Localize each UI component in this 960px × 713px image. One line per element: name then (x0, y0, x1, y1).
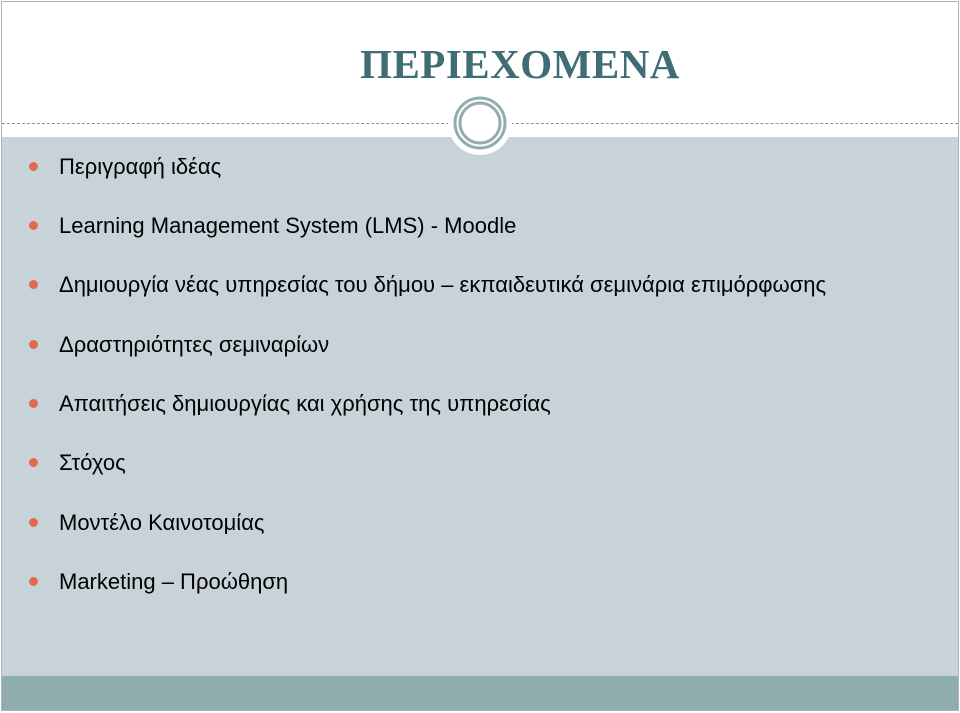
bullet-text: Στόχος (59, 450, 126, 475)
concentric-circle-ornament-icon (448, 91, 512, 155)
content-panel (2, 137, 958, 676)
bullet-text: Περιγραφή ιδέας (59, 154, 222, 179)
footer-band (2, 676, 958, 710)
bullet-text: Marketing – Προώθηση (59, 569, 289, 594)
bullet-dot-icon (29, 399, 38, 408)
bullet-dot-icon (29, 280, 38, 289)
slide-title: ΠΕΡΙΕΧΟΜΕΝΑ (360, 41, 680, 87)
bullet-text: Δραστηριότητες σεμιναρίων (59, 332, 330, 357)
bullet-text: Μοντέλο Καινοτομίας (59, 510, 265, 535)
bullet-dot-icon (29, 458, 38, 467)
bullet-dot-icon (29, 340, 38, 349)
bullet-dot-icon (29, 577, 38, 586)
bullet-dot-icon (29, 221, 38, 230)
bullet-dot-icon (29, 518, 38, 527)
bullet-text: Δημιουργία νέας υπηρεσίας του δήμου – εκπαιδευτικά σεμινάρια επιμόρφωσης (59, 272, 827, 297)
bullet-dot-icon (29, 162, 38, 171)
bullet-text: Learning Management System (LMS) - Moodle (59, 213, 517, 238)
ornament-svg (448, 91, 512, 155)
slide (1, 1, 959, 711)
bullet-text: Απαιτήσεις δημιουργίας και χρήσης της υπηρεσίας (59, 391, 551, 416)
